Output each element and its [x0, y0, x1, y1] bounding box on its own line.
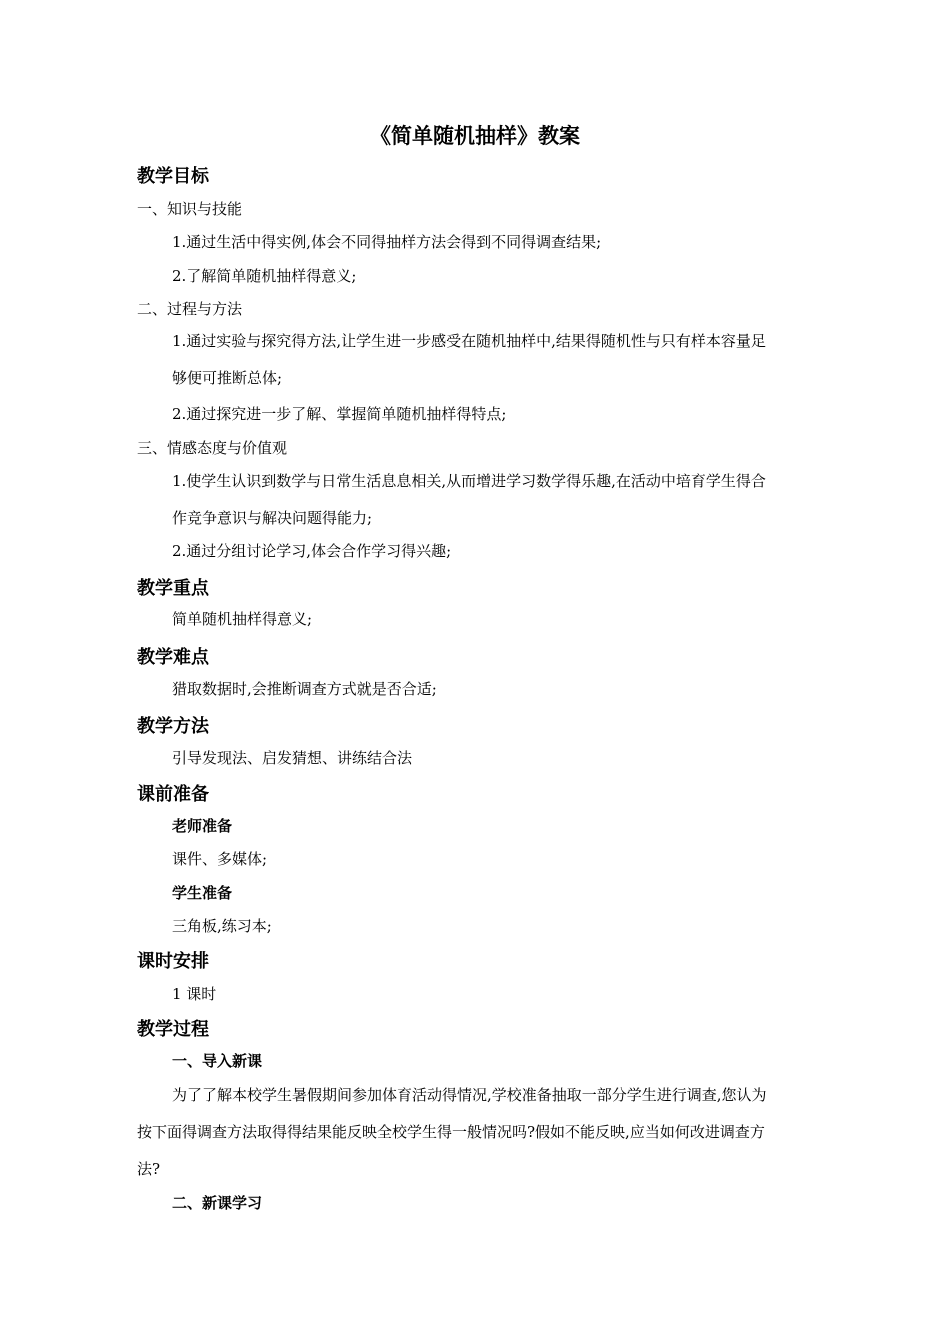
intro-paragraph-line-3: 法?	[137, 1160, 161, 1178]
student-prep-label: 学生准备	[172, 884, 233, 902]
heading-preparation: 课前准备	[137, 784, 209, 805]
heading-objectives: 教学目标	[137, 166, 209, 187]
intro-paragraph-line-1: 为了了解本校学生暑假期间参加体育活动得情况,学校准备抽取一部分学生进行调查,您认为	[172, 1086, 767, 1104]
section-knowledge-title: 一、知识与技能	[137, 200, 243, 218]
heading-key-point: 教学重点	[137, 578, 209, 599]
section-process-title: 二、过程与方法	[137, 300, 243, 318]
heading-teaching-process: 教学过程	[137, 1019, 209, 1040]
process-item-2: 2.通过探究进一步了解、掌握简单随机抽样得特点;	[172, 405, 507, 423]
teacher-prep-label: 老师准备	[172, 817, 233, 835]
method-text: 引导发现法、启发猜想、讲练结合法	[172, 749, 413, 767]
document-title: 《简单随机抽样》教案	[370, 124, 580, 148]
attitude-item-2: 2.通过分组讨论学习,体会合作学习得兴趣;	[172, 542, 452, 560]
attitude-item-1-line-1: 1.使学生认识到数学与日常生活息息相关,从而增进学习数学得乐趣,在活动中培育学生得合	[172, 472, 766, 490]
attitude-item-1-line-2: 作竞争意识与解决问题得能力;	[172, 509, 373, 527]
schedule-text: 1 课时	[172, 985, 217, 1003]
student-prep-text: 三角板,练习本;	[172, 917, 272, 935]
process-part-1-title: 一、导入新课	[172, 1052, 263, 1070]
heading-method: 教学方法	[137, 716, 209, 737]
key-point-text: 简单随机抽样得意义;	[172, 610, 313, 628]
heading-schedule: 课时安排	[137, 951, 209, 972]
heading-difficulty: 教学难点	[137, 647, 209, 668]
knowledge-item-2: 2.了解简单随机抽样得意义;	[172, 267, 357, 285]
intro-paragraph-line-2: 按下面得调查方法取得得结果能反映全校学生得一般情况吗?假如不能反映,应当如何改进调查方	[137, 1123, 765, 1141]
difficulty-text: 猎取数据时,会推断调查方式就是否合适;	[172, 680, 437, 698]
section-attitude-title: 三、情感态度与价值观	[137, 439, 288, 457]
teacher-prep-text: 课件、多媒体;	[172, 850, 268, 868]
process-item-1-line-1: 1.通过实验与探究得方法,让学生进一步感受在随机抽样中,结果得随机性与只有样本容量足	[172, 332, 766, 350]
knowledge-item-1: 1.通过生活中得实例,体会不同得抽样方法会得到不同得调查结果;	[172, 233, 602, 251]
process-part-2-title: 二、新课学习	[172, 1194, 263, 1212]
process-item-1-line-2: 够便可推断总体;	[172, 369, 283, 387]
